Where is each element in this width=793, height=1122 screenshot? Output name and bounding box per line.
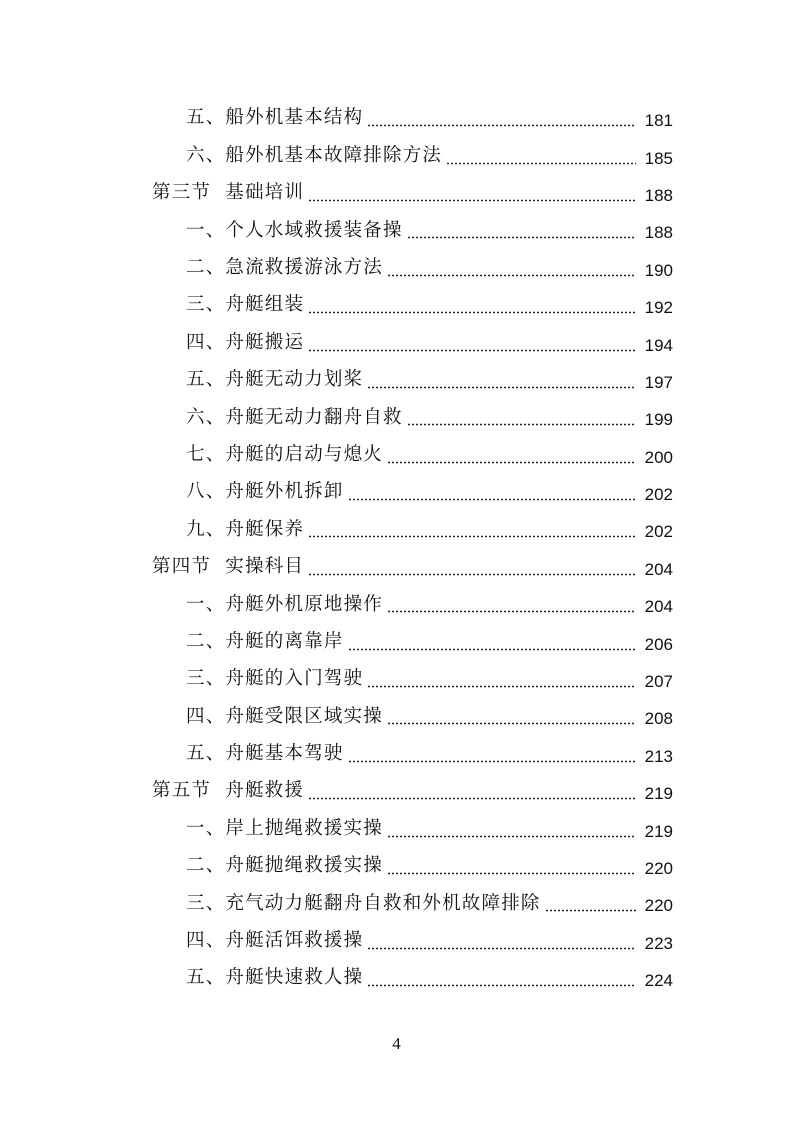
toc-entry-title: 四、舟艇受限区域实操 (186, 705, 384, 727)
toc-entry[interactable] (0, 437, 793, 474)
toc-entry-page: 213 (644, 746, 673, 766)
toc-entry[interactable] (0, 250, 793, 287)
toc-entry-page: 181 (644, 111, 673, 131)
toc-entry-title: 五、舟艇基本驾驶 (186, 743, 344, 765)
dot-leader (308, 349, 636, 352)
dot-leader (387, 835, 636, 838)
toc-entry-page: 223 (644, 933, 673, 953)
toc-entry-page: 220 (644, 859, 673, 878)
toc-entry[interactable] (0, 698, 793, 735)
toc-entry[interactable] (0, 623, 793, 660)
toc-entry-title: 二、舟艇的离靠岸 (186, 630, 344, 652)
toc-entry-page: 219 (644, 784, 673, 804)
toc-entry-page: 224 (644, 971, 673, 991)
toc-entry[interactable] (0, 399, 793, 436)
dot-leader (387, 274, 636, 277)
toc-entry[interactable] (0, 324, 793, 361)
toc-entry-title: 一、舟艇外机原地操作 (186, 593, 384, 615)
toc-entry-page: 192 (644, 298, 673, 318)
dot-leader (367, 386, 636, 389)
toc-entry[interactable] (0, 511, 793, 548)
toc-entry[interactable] (0, 212, 793, 249)
dot-leader (387, 610, 636, 613)
toc-entry-title: 四、舟艇搬运 (186, 331, 305, 353)
toc-entry-page: 190 (644, 260, 673, 280)
toc-section-entry[interactable] (0, 773, 793, 810)
toc-entry-title: 三、舟艇的入门驾驶 (186, 668, 364, 690)
dot-leader (367, 984, 636, 987)
toc-entry[interactable] (0, 362, 793, 399)
toc-entry-page: 207 (644, 672, 673, 692)
dot-leader (407, 423, 636, 426)
toc-entry-title: 三、舟艇组装 (186, 294, 305, 316)
toc-entry-page: 206 (644, 634, 673, 654)
toc-entry-page: 194 (644, 335, 673, 355)
toc-entry[interactable] (0, 137, 793, 174)
toc-entry-title: 三、充气动力艇翻舟自救和外机故障排除 (186, 892, 541, 914)
dot-leader (387, 722, 636, 725)
dot-leader (348, 760, 636, 763)
dot-leader (367, 685, 636, 688)
toc-entry-page: 219 (644, 821, 673, 841)
toc-entry-title: 五、舟艇快速救人操 (186, 967, 364, 989)
toc-entry-title: 八、舟艇外机拆卸 (186, 481, 344, 503)
dot-leader (308, 797, 636, 800)
toc-entry-page: 188 (644, 223, 673, 243)
toc-entry[interactable] (0, 586, 793, 623)
toc-entry[interactable] (0, 474, 793, 511)
toc-entry-title: 九、舟艇保养 (186, 518, 305, 540)
toc-entry-page: 208 (644, 709, 673, 729)
toc-entry-page: 220 (644, 896, 673, 916)
toc-entry-page: 197 (644, 372, 673, 392)
toc-entry-title: 七、舟艇的启动与熄火 (186, 443, 384, 465)
toc-entry-title: 四、舟艇活饵救援操 (186, 930, 364, 952)
dot-leader (387, 872, 636, 875)
toc-entry-title: 二、舟艇抛绳救援实操 (186, 855, 384, 877)
toc-entry-title: 二、急流救援游泳方法 (186, 257, 384, 278)
dot-leader (545, 909, 636, 912)
toc-entry-title: 一、个人水域救援装备操 (186, 219, 403, 241)
toc-entry-page: 188 (644, 185, 673, 205)
toc-entry[interactable] (0, 960, 793, 997)
toc-entry-title: 第五节 舟艇救援 (152, 780, 305, 802)
toc-entry-title: 第三节 基础培训 (152, 182, 305, 204)
toc-entry[interactable] (0, 885, 793, 922)
toc-entry[interactable] (0, 848, 793, 885)
toc-entry-page: 202 (644, 522, 673, 542)
toc-section-entry[interactable] (0, 175, 793, 212)
toc-entry[interactable] (0, 100, 793, 137)
dot-leader (446, 162, 636, 165)
dot-leader (387, 461, 636, 464)
dot-leader (367, 124, 636, 127)
toc-entry-page: 200 (644, 447, 673, 467)
toc-entry-title: 五、船外机基本结构 (186, 107, 364, 129)
toc-entry[interactable] (0, 810, 793, 847)
toc-entry-title: 一、岸上抛绳救援实操 (186, 817, 384, 839)
toc-section-entry[interactable] (0, 549, 793, 586)
dot-leader (308, 199, 636, 202)
dot-leader (348, 498, 636, 501)
dot-leader (348, 648, 636, 651)
dot-leader (308, 573, 636, 576)
dot-leader (308, 311, 636, 314)
toc-entry-page: 199 (644, 410, 673, 430)
toc-entry-title: 五、舟艇无动力划桨 (186, 369, 364, 391)
toc-entry[interactable] (0, 287, 793, 324)
toc-entry-title: 六、船外机基本故障排除方法 (186, 144, 443, 166)
toc-entry-page: 185 (644, 148, 673, 168)
toc-entry[interactable] (0, 661, 793, 698)
table-of-contents (0, 100, 793, 997)
toc-entry[interactable] (0, 923, 793, 960)
dot-leader (407, 236, 636, 239)
toc-entry-title: 六、舟艇无动力翻舟自救 (186, 406, 403, 428)
dot-leader (308, 535, 636, 538)
toc-entry-page: 204 (644, 559, 673, 579)
toc-entry-page: 202 (644, 485, 673, 505)
toc-entry-page: 204 (644, 597, 673, 617)
page-number: 4 (392, 1034, 401, 1053)
dot-leader (367, 947, 636, 950)
toc-entry-title: 第四节 实操科目 (152, 556, 305, 578)
toc-entry[interactable] (0, 736, 793, 773)
